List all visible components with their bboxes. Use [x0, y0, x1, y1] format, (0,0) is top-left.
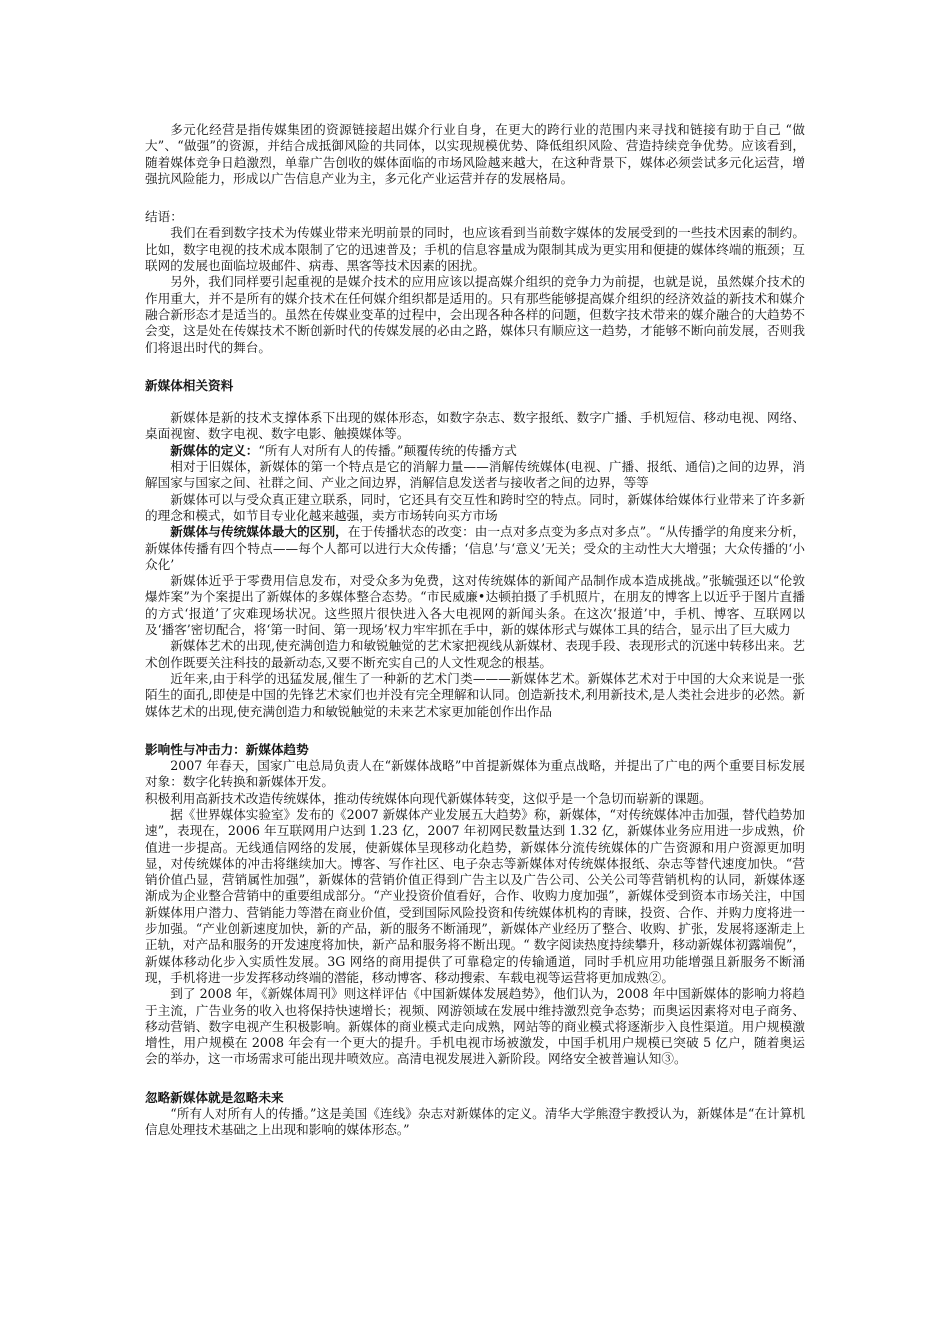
document-page: [145, 122, 805, 1139]
newmedia-difference-bold: 新媒体与传统媒体最大的区别，: [170, 524, 348, 540]
newmedia-definition: [145, 443, 805, 459]
newmedia-paragraph-3: 相对于旧媒体，新媒体的第一个特点是它的消解力量——消解传统媒体(电视、广播、报纸、通信)之间的边界，消解国家与国家之间、社群之间、产业之间边界，消解信息发送者与接收者之间的边界，等等: [145, 459, 805, 491]
conclusion-label: 结语：: [145, 209, 183, 225]
future-paragraph-1: “所有人对所有人的传播。”这是美国《连线》杂志对新媒体的定义。清华大学熊澄宇教授认为，新媒体是“在计算机信息处理技术基础之上出现和影响的媒体形态。”: [145, 1106, 805, 1138]
newmedia-difference-text: 在于传播状态的改变：由一点对多点变为多点对多点”。“从传播学的角度来分析，新媒体传播有四个特点——每个人都可以进行大众传播；‘信息’与‘意义’无关；受众的主动性大大增强；大众传播的‘小众化’: [145, 524, 805, 572]
conclusion-paragraph-1: 我们在看到数字技术为传媒业带来光明前景的同时，也应该看到当前数字媒体的发展受到的一些技术因素的制约。比如，数字电视的技术成本限制了它的迅速普及；手机的信息容量成为限制其成为更实用和便捷的媒体终端的瓶颈；互联网的发展也面临垃圾邮件、病毒、黑客等技术因素的困扰。: [145, 225, 805, 274]
paragraph-diversified-operations: 多元化经营是指传媒集团的资源链接超出媒介行业自身，在更大的跨行业的范围内来寻找和链接有助于自己 “做大”、“做强”的资源，并结合成抵御风险的共同体，以实现规模优势、降低组织风险、营造持续竞争优势。应该看到，随着媒体竞争日趋激烈，单靠广告创收的媒体面临的市场风险越来越大，在这种背景下，媒体必须尝试多元化运营，增强抗风险能力，形成以广告信息产业为主，多元化产业运营并存的发展格局。: [145, 122, 805, 186]
heading-new-media-info: 新媒体相关资料: [145, 377, 234, 393]
newmedia-paragraph-1: 新媒体是新的技术支撑体系下出现的媒体形态，如数字杂志、数字报纸、数字广播、手机短信、移动电视、网络、桌面视窗、数字电视、数字电影、触摸媒体等。: [145, 410, 805, 442]
newmedia-paragraph-8: 近年来,由于科学的迅猛发展,催生了一种新的艺术门类———新媒体艺术。新媒体艺术对于中国的大众来说是一张陌生的面孔,即使是中国的先锋艺术家们也并没有完全理解和认同。创造新技术,利用新技术,是人类社会进步的必然。新媒体艺术的出现,使充满创造力和敏锐触觉的未来艺术家更加能创作出作品: [145, 670, 805, 719]
trend-paragraph-4: 到了 2008 年，《新媒体周刊》则这样评估《中国新媒体发展趋势》，他们认为，2008 年中国新媒体的影响力将趋于主流，广告业务的收入也将保持快速增长；视频、网游领域在发展中维持激烈竞争态势；而奥运因素将对电子商务、移动营销、数字电视产生积极影响。新媒体的商业模式走向成熟，网站等的商业模式将逐渐步入良性渠道。用户规模激增性，用户规模在 2008 年会有一个更大的提升。手机电视市场被激发，中国手机用户规模已突破 5 亿户，随着奥运会的举办，这一市场需求可能出现井喷效应。高清电视发展进入新阶段。网络安全被普遍认知③。: [145, 986, 805, 1067]
trend-paragraph-1: 2007 年春天，国家广电总局负责人在“新媒体战略”中首提新媒体为重点战略，并提出了广电的两个重要目标发展对象：数字化转换和新媒体开发。: [145, 758, 805, 790]
newmedia-definition-bold: 新媒体的定义：: [170, 442, 259, 458]
heading-ignore-future: 忽略新媒体就是忽略未来: [145, 1089, 284, 1105]
trend-paragraph-2: 积极利用高新技术改造传统媒体，推动传统媒体向现代新媒体转变，这似乎是一个急切而崭新的课题。: [145, 790, 712, 806]
trend-paragraph-3: 据《世界媒体实验室》发布的《2007 新媒体产业发展五大趋势》称，新媒体，“对传统媒体冲击加强，替代趋势加速”，表现在，2006 年互联网用户达到 1.23 亿，2007 年初网民数量达到 1.32 亿，新媒体业务应用进一步成熟，价值进一步提高。无线通信网络的发展，使新媒体呈现移动化趋势，新媒体分流传统媒体的广告资源和用户资源更加明显，对传统媒体的冲击将继续加大。博客、写作社区、电子杂志等新媒体对传统媒体报纸、杂志等替代速度加快。“营销价值凸显，营销属性加强”，新媒体的营销价值正得到广告主以及广告公司、公关公司等营销机构的认同，新媒体逐渐成为企业整合营销中的重要组成部分。“产业投资价值看好，合作、收购力度加强”，新媒体受到资本市场关注，中国新媒体用户潜力、营销能力等潜在商业价值，受到国际风险投资和传统媒体机构的青睐，投资、合作、并购力度将进一步加强。“产业创新速度加快，新的产品，新的服务不断涌现”，新媒体产业经历了整合、收购、扩张，发展将逐渐走上正轨，对产品和服务的开发速度将加快，新产品和服务将不断出现。“ 数字阅读热度持续攀升，移动新媒体初露端倪”，新媒体移动化步入实质性发展。3G 网络的商用提供了可靠稳定的传输通道，同时手机应用功能增强且新服务不断涌现，手机将进一步发挥移动终端的潜能，移动博客、移动搜索、车载电视等运营将更加成熟②。: [145, 806, 805, 985]
newmedia-paragraph-7: 新媒体艺术的出现,使充满创造力和敏锐触觉的艺术家把视线从新媒材、表现手段、表现形式的沉迷中转移出来。艺术创作既要关注科技的最新动态,又要不断充实自己的人文性观念的根基。: [145, 638, 805, 670]
newmedia-paragraph-6: 新媒体近乎于零费用信息发布，对受众多为免费，这对传统媒体的新闻产品制作成本造成挑战。”张毓强还以“伦敦爆炸案”为个案提出了新媒体的多媒体整合态势。“市民威廉•达顿拍摄了手机照片，在朋友的博客上以近乎于图片直播的方式‘报道’了灾难现场状况。这些照片很快进入各大电视网的新闻头条。在这次‘报道’中，手机、博客、互联网以及‘播客’密切配合，将‘第一时间、第一现场’权力牢牢抓在手中，新的媒体形式与媒体工具的结合，显示出了巨大威力: [145, 573, 805, 638]
newmedia-definition-text: “所有人对所有人的传播。”颠覆传统的传播方式: [258, 442, 517, 458]
newmedia-difference: [145, 524, 805, 573]
heading-new-media-trend: 影响性与冲击力：新媒体趋势: [145, 741, 309, 757]
conclusion-paragraph-2: 另外，我们同样要引起重视的是媒介技术的应用应该以提高媒介组织的竞争力为前提，也就是说，虽然媒介技术的作用重大，并不是所有的媒介技术在任何媒介组织都是适用的。只有那些能够提高媒介组织的经济效益的新技术和媒介融合新形态才是适当的。虽然在传媒业变革的过程中，会出现各种各样的问题，但数字技术带来的媒介融合的大趋势不会变，这是处在传媒技术不断创新时代的传媒发展的必由之路，媒体只有顺应这一趋势，才能够不断向前发展，否则我们将退出时代的舞台。: [145, 274, 805, 355]
newmedia-paragraph-4: 新媒体可以与受众真正建立联系，同时，它还具有交互性和跨时空的特点。同时，新媒体给媒体行业带来了许多新的理念和模式，如节目专业化越来越强，卖方市场转向买方市场: [145, 491, 805, 523]
